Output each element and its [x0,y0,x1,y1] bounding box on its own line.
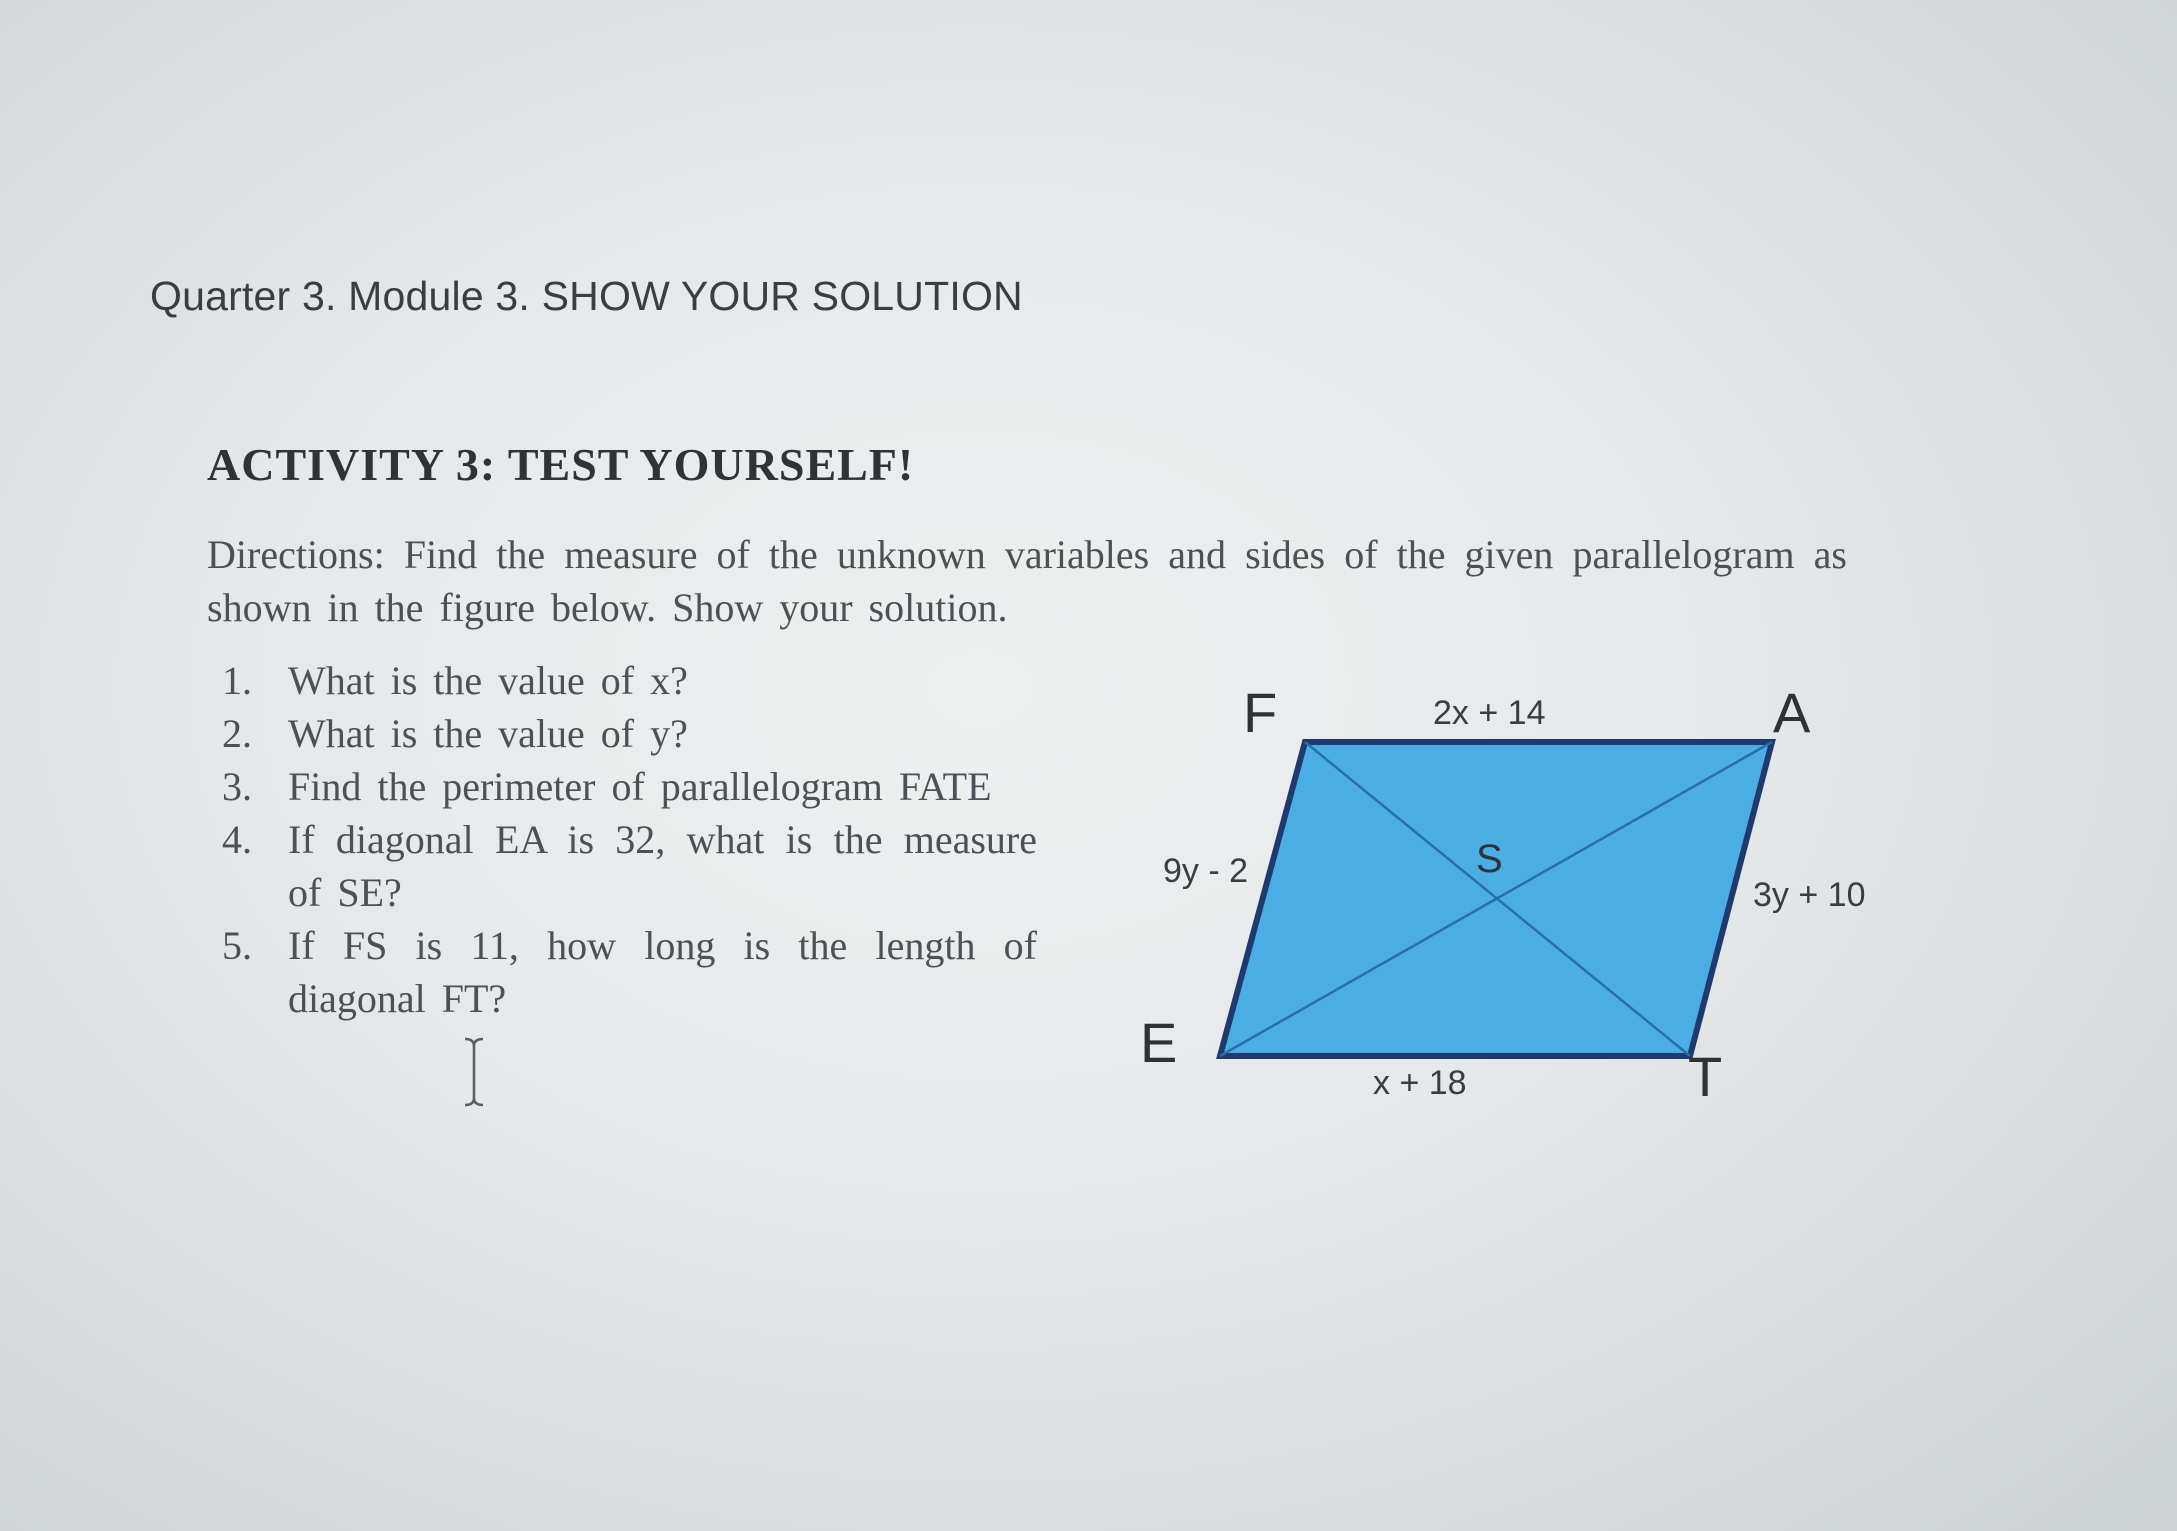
question-text: What is the value of y? [288,711,688,756]
question-number: 2. [222,711,252,756]
question-text: What is the value of x? [288,658,688,703]
vertex-label-e: E [1140,1011,1178,1074]
vertex-label-a: A [1773,681,1811,744]
question-number: 3. [222,764,252,809]
vertex-label-t: T [1688,1045,1723,1108]
question-number: 4. [222,817,252,862]
page-header: Quarter 3. Module 3. SHOW YOUR SOLUTION [150,273,1023,319]
question-item-2 [222,707,1037,760]
question-text: If FS is 11, how long is the length of diagonal FT? [288,923,1037,1021]
question-text: Find the perimeter of parallelogram FATE [288,764,992,809]
text-cursor-icon [462,1036,486,1108]
question-number: 1. [222,658,252,703]
question-text: If diagonal EA is 32, what is the measure of SE? [288,817,1037,915]
parallelogram-diagram [1120,670,1900,1120]
question-number: 5. [222,923,252,968]
parallelogram-figure [1120,670,1900,1120]
question-item-1 [222,654,1037,707]
question-list [222,654,1037,1025]
side-label-left: 9y - 2 [1163,852,1249,890]
question-item-5 [222,919,1037,1025]
vertex-label-f: F [1243,681,1278,744]
activity-title: ACTIVITY 3: TEST YOURSELF! [207,439,915,490]
side-label-right: 3y + 10 [1753,876,1866,914]
question-item-4 [222,813,1037,919]
question-item-3 [222,760,1037,813]
side-label-top: 2x + 14 [1433,694,1546,732]
directions-text: Directions: Find the measure of the unknown variables and sides of the given parallelogram as shown in the figure below. Show your solution. [207,532,1847,630]
side-label-bottom: x + 18 [1373,1064,1467,1102]
center-label-s: S [1476,837,1503,881]
